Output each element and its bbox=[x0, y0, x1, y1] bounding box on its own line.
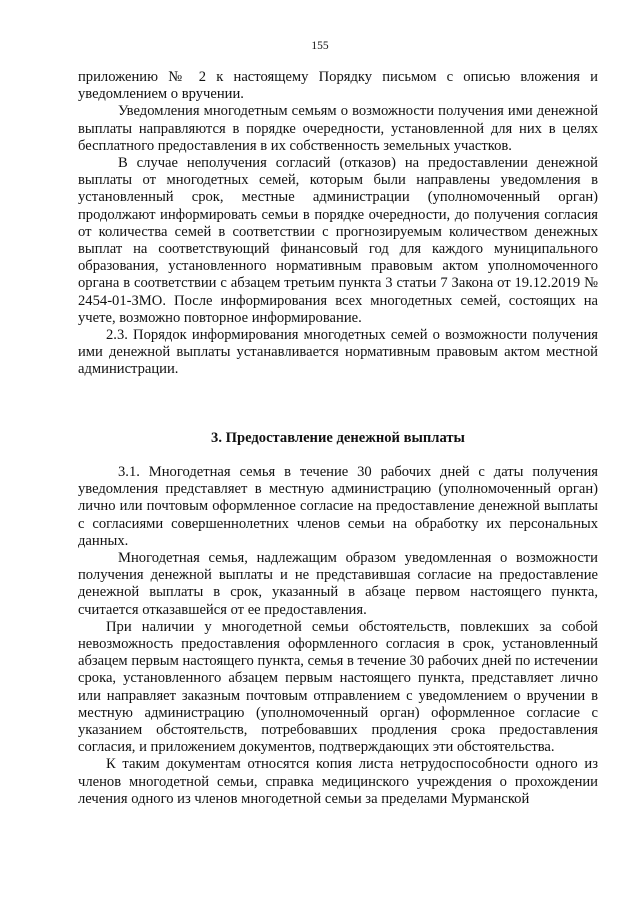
paragraph-circumstances: При наличии у многодетной семьи обстоятельств, повлекших за собой невозможность предоставления оформленного согласия в срок, установленный абзацем первым настоящего пункта, семья в течение 30 рабочих дней по истечении срока, установленного абзацем первым настоящего пункта, представляет лично или направляет заказным почтовым отправлением с уведомлением о вручении в местную администрацию (уполномоченный орган) оформленное согласие с указанием обстоятельств, потребовавших продления срока предоставления согласия, и приложением документов, подтверждающих эти обстоятельства. bbox=[78, 618, 598, 756]
paragraph-refusal: Многодетная семья, надлежащим образом уведомленная о возможности получения денежной выплаты и не представившая согласие на предоставление денежной выплаты в срок, указанный в абзаце первом настоящего пункта, считается отказавшейся от ее предоставления. bbox=[78, 550, 598, 618]
paragraph-no-consent: В случае неполучения согласий (отказов) на предоставлении денежной выплаты от многодетных семей, которым были направлены уведомления в установленный срок, местные администрации (уполномоченный орган) продолжают информировать семьи в порядке очередности, до получения согласия от количества семей в соответствии с прогнозируемым количеством денежных выплат на соответствующий финансовый год для каждого муниципального образования, установленного нормативным правовым актом уполномоченного органа в соответствии с абзацем третьим пункта 3 статьи 7 Закона от 19.12.2019 № 2454-01-ЗМО. После информирования всех многодетных семей, состоящих на учете, возможно повторное информирование. bbox=[78, 155, 598, 326]
paragraph-notifications: Уведомления многодетным семьям о возможности получения ими денежной выплаты направляются в порядке очередности, установленной для них в целях бесплатного предоставления в их собственность земельных участков. bbox=[78, 103, 598, 154]
text-after-heading bbox=[78, 464, 598, 808]
section-heading-block bbox=[78, 430, 598, 447]
section-heading: 3. Предоставление денежной выплаты bbox=[211, 430, 465, 446]
paragraph-2-3: 2.3. Порядок информирования многодетных семей о возможности получения ими денежной выплаты устанавливается нормативным правовым актом местной администрации. bbox=[78, 327, 598, 378]
paragraph-continuation: приложению № 2 к настоящему Порядку письмом с описью вложения и уведомлением о вручении. bbox=[78, 69, 598, 103]
paragraph-3-1: 3.1. Многодетная семья в течение 30 рабочих дней с даты получения уведомления представляет в местную администрацию (уполномоченный орган) лично или почтовым оформленное согласие на предоставление денежной выплаты с согласиями совершеннолетних членов семьи на обработку их персональных данных. bbox=[78, 464, 598, 549]
paragraph-documents: К таким документам относятся копия листа нетрудоспособности одного из членов многодетной семьи, справка медицинского учреждения о прохождении лечения одного из членов многодетной семьи за пределами Мурманской bbox=[78, 756, 598, 807]
text-before-heading bbox=[78, 69, 598, 379]
page-number: 155 bbox=[311, 40, 329, 52]
